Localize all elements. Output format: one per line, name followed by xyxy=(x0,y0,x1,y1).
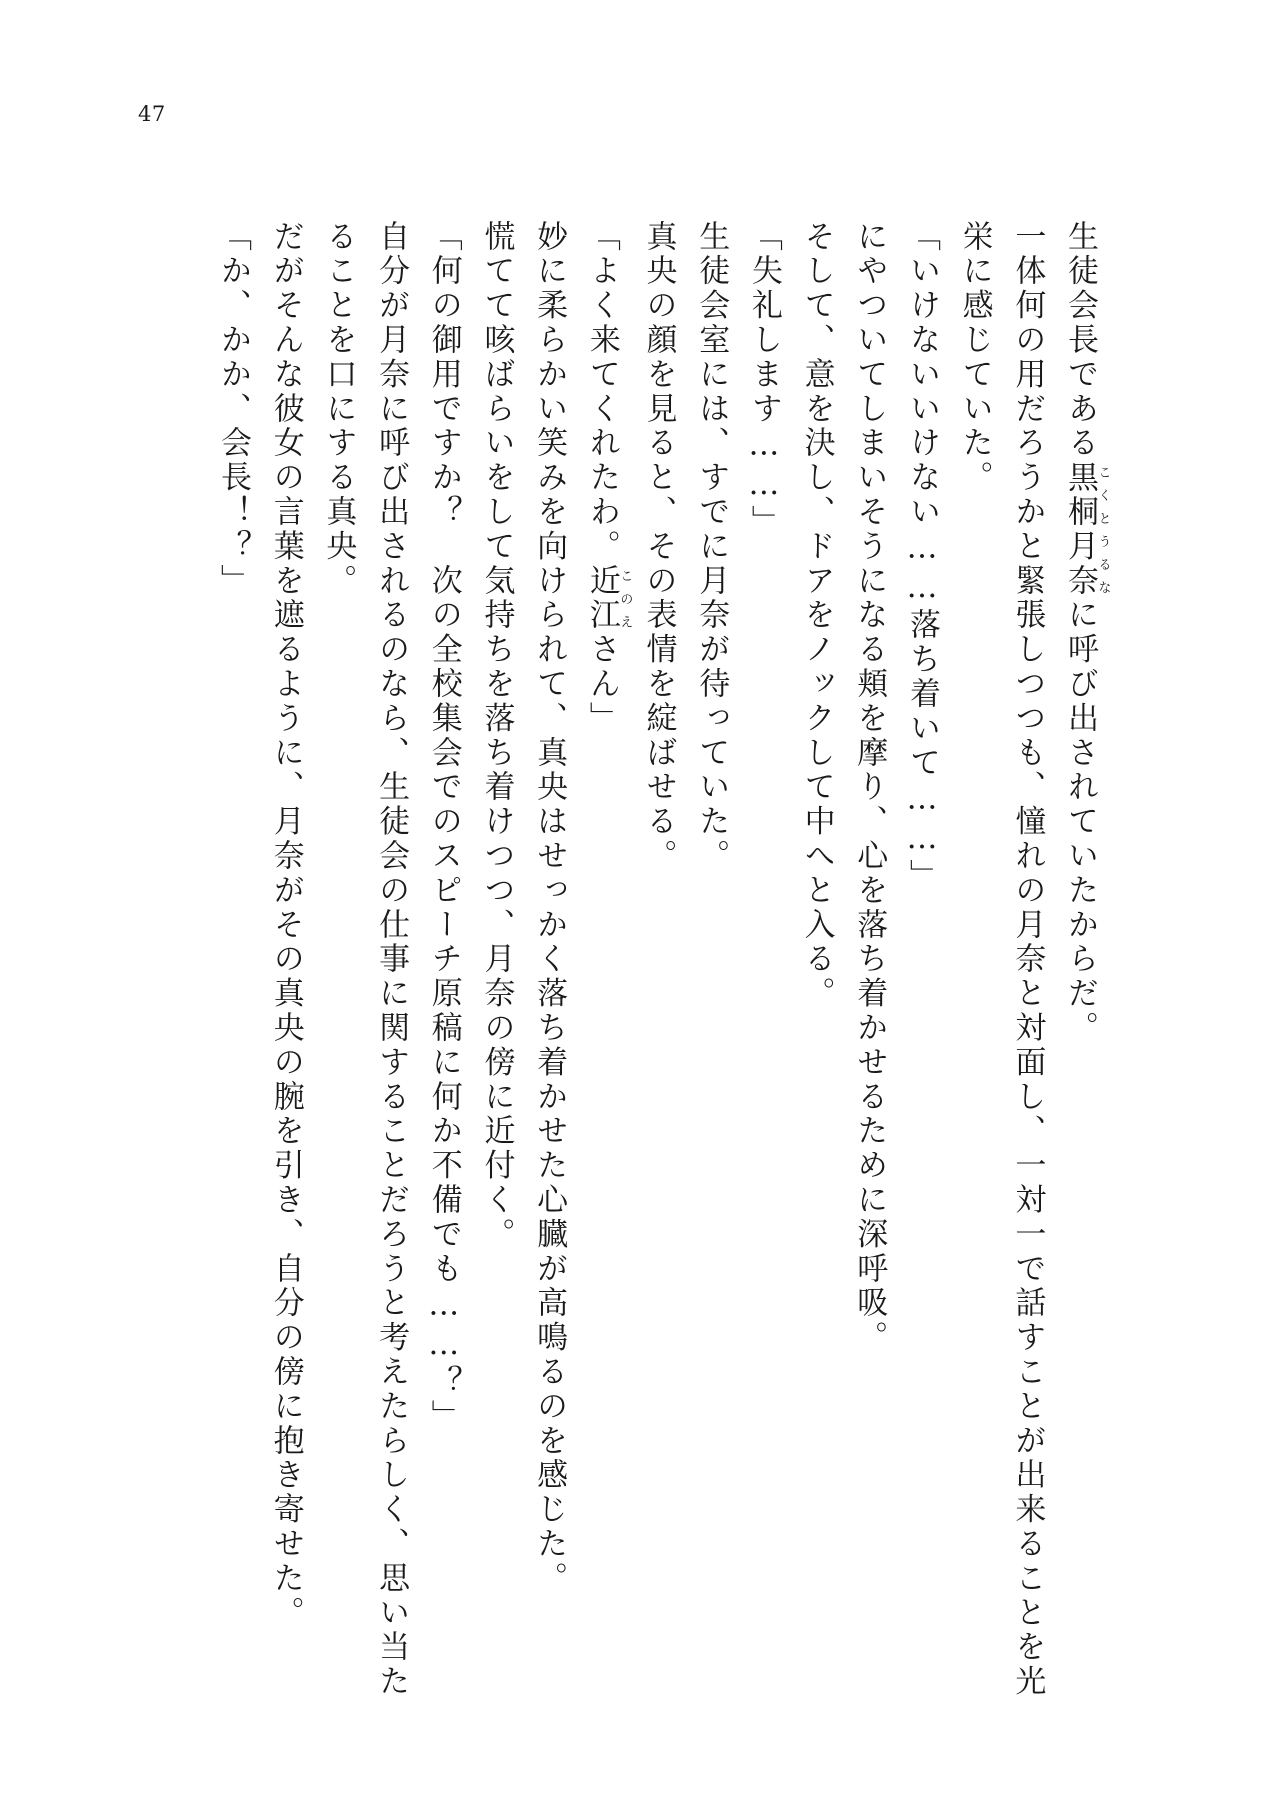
ruby-annotation xyxy=(583,564,633,633)
paragraph xyxy=(632,220,685,1720)
paragraph xyxy=(737,220,790,1720)
paragraph xyxy=(259,220,312,1720)
paragraph-text: 妙に柔らかい笑みを向けられて、真央はせっかく落ち着かせた心臓が高鳴るのを感じた。 xyxy=(531,220,568,1596)
page-number: 47 xyxy=(138,102,166,126)
paragraph xyxy=(206,220,259,1720)
ruby-base: 黒桐月奈 xyxy=(1062,460,1098,599)
ruby-annotation xyxy=(1062,460,1110,599)
paragraph xyxy=(575,220,632,1720)
paragraph xyxy=(417,220,470,1720)
paragraph-text: 慌てて咳ばらいをして気持ちを落ち着けつつ、月奈の傍に近付く。 xyxy=(478,220,515,1252)
paragraph-text: そして、意を決し、ドアをノックして中へと入る。 xyxy=(798,220,835,1012)
paragraph-text: にやついてしまいそうになる頬を摩り、心を落ち着かせるために深呼吸。 xyxy=(851,220,888,1356)
paragraph xyxy=(1053,220,1110,1720)
paragraph xyxy=(522,220,575,1720)
paragraph xyxy=(685,220,738,1720)
paragraph-text: 真央の顔を見ると、その表情を綻ばせる。 xyxy=(640,220,677,874)
ruby-reading: このえ xyxy=(617,564,633,633)
paragraph-text: 生徒会長である xyxy=(1062,220,1098,461)
paragraph-text: 「か、かか、会長！？」 xyxy=(215,220,251,599)
paragraph-text: だがそんな彼女の言葉を遮るように、月奈がその真央の腕を引き、自分の傍に抱き寄せた。 xyxy=(267,220,304,1631)
paragraph-text: 自分が月奈に呼び出されるのなら、生徒会の仕事に関することだろうと考えたらしく、思い当たることを口にする真央。 xyxy=(320,220,410,1700)
paragraph-text: 「いけないいけない……落ち着いて……」 xyxy=(903,220,940,894)
paragraph xyxy=(312,220,417,1720)
paragraph-text: 一体何の用だろうかと緊張しつつも、憧れの月奈と対面し、一対一で話すことが出来ることを光栄に感じていた。 xyxy=(956,220,1046,1700)
novel-text-block xyxy=(160,220,1110,1720)
paragraph xyxy=(790,220,843,1720)
paragraph xyxy=(470,220,523,1720)
paragraph-text: 「何の御用ですか？ 次の全校集会でのスピーチ原稿に何か不備でも……？」 xyxy=(425,220,462,1434)
paragraph-text: 「よく来てくれたわ。 xyxy=(583,220,620,564)
paragraph-text: さん」 xyxy=(583,632,620,737)
paragraph xyxy=(895,220,948,1720)
paragraph-text: 生徒会室には、すでに月奈が待っていた。 xyxy=(693,220,730,874)
paragraph xyxy=(948,220,1053,1720)
paragraph xyxy=(843,220,896,1720)
paragraph-text: に呼び出されていたからだ。 xyxy=(1062,598,1098,1046)
ruby-reading: こくとうるな xyxy=(1095,460,1110,599)
ruby-base: 近江 xyxy=(583,564,620,633)
paragraph-text: 「失礼します……」 xyxy=(745,220,782,540)
vertical-text-body xyxy=(206,220,1110,1720)
